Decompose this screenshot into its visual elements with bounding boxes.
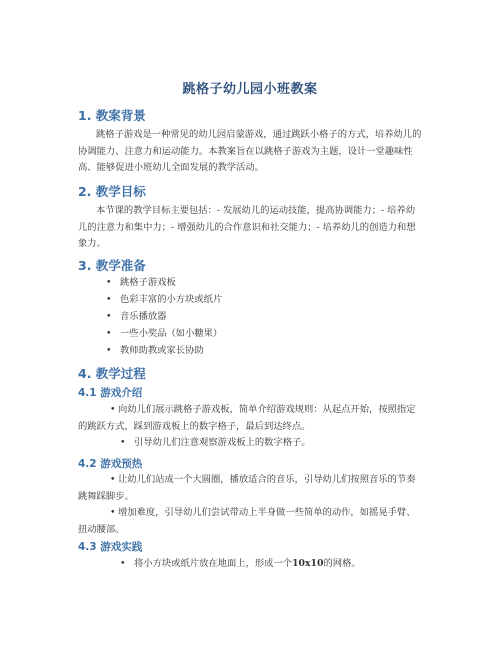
section-heading-preparation: 3. 教学准备 — [78, 258, 146, 273]
list-item: • 音乐播放器 — [120, 309, 167, 325]
section-heading-process: 4. 教学过程 — [78, 366, 146, 381]
list-item: • 一些小奖品（如小糖果） — [120, 326, 222, 342]
list-item: • 增加难度，引导幼儿们尝试带动上半身做一些简单的动作，如摇晃手臂、扭动腰部。 — [78, 507, 416, 535]
list-item: • 将小方块或纸片放在地面上，形成一个10x10的网格。 — [134, 556, 361, 572]
subsection-heading-practice: 4.3 游戏实践 — [78, 541, 143, 553]
subsection-heading-intro: 4.1 游戏介绍 — [78, 387, 143, 399]
list-item: • 教师助教或家长协助 — [120, 343, 204, 359]
list-item: • 引导幼儿们注意观察游戏板上的数字格子。 — [134, 435, 311, 451]
background-paragraph: 跳格子游戏是一种常见的幼儿园启蒙游戏，通过跳跃小格子的方式，培养幼儿的协调能力、注意力和运动能力。本教案旨在以跳格子游戏为主题，设计一堂趣味性高、能够促进小班幼儿全面发展的教学活动。 — [78, 129, 422, 173]
section-heading-background: 1. 教案背景 — [78, 108, 146, 123]
section-heading-objectives: 2. 教学目标 — [78, 184, 146, 199]
document-title: 跳格子幼儿园小班教案 — [182, 82, 318, 97]
list-item: • 跳格子游戏板 — [120, 275, 176, 291]
objectives-paragraph: 本节课的教学目标主要包括：- 发展幼儿的运动技能，提高协调能力；- 培养幼儿的注意力和集中力；- 增强幼儿的合作意识和社交能力；- 培养幼儿的创造力和想象力。 — [78, 205, 416, 249]
list-item: • 向幼儿们展示跳格子游戏板，简单介绍游戏规则：从起点开始，按照指定的跳跃方式，踩到游戏板上的数字格子，最后到达终点。 — [78, 404, 416, 432]
list-item: • 让幼儿们站成一个大圆圈，播放适合的音乐，引导幼儿们按照音乐的节奏跳舞踩脚步。 — [78, 474, 416, 502]
subsection-heading-warmup: 4.2 游戏预热 — [78, 458, 143, 470]
list-item: • 色彩丰富的小方块或纸片 — [120, 292, 222, 308]
